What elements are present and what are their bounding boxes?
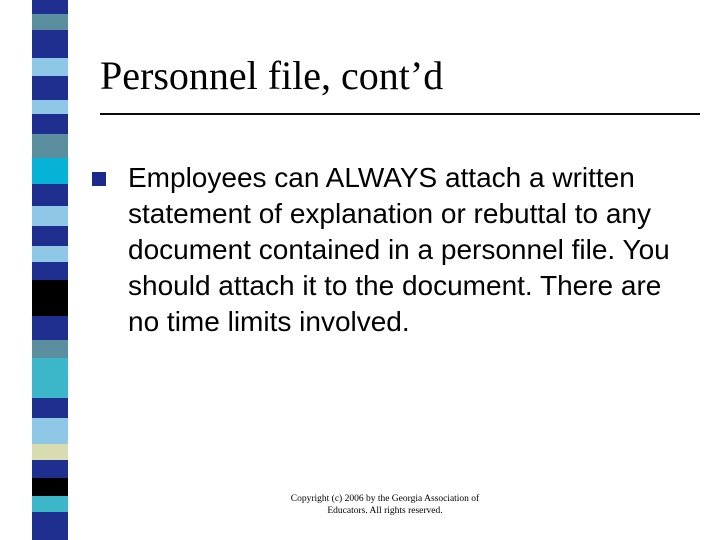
stripe-segment xyxy=(32,246,68,262)
stripe-segment xyxy=(32,100,68,114)
stripe-segment xyxy=(32,512,68,540)
stripe-segment xyxy=(32,0,68,14)
copyright-footer xyxy=(260,493,510,517)
decorative-stripe-bar xyxy=(32,0,68,540)
stripe-segment xyxy=(32,158,68,184)
stripe-segment xyxy=(32,398,68,418)
stripe-segment xyxy=(32,206,68,226)
stripe-segment xyxy=(32,58,68,76)
stripe-segment xyxy=(32,358,68,398)
stripe-segment xyxy=(32,418,68,444)
footer-line-2: Educators. All rights reserved. xyxy=(327,506,443,516)
stripe-segment xyxy=(32,184,68,206)
square-bullet-icon xyxy=(92,172,106,186)
stripe-segment xyxy=(32,460,68,478)
stripe-segment xyxy=(32,478,68,496)
stripe-segment xyxy=(32,134,68,158)
bullet-text: Employees can ALWAYS attach a written statement of explanation or rebuttal to any document contained in a personnel file. You should attach it to the document. There are no time limits involved. xyxy=(128,162,670,337)
stripe-segment xyxy=(32,280,68,316)
stripe-segment xyxy=(32,316,68,340)
stripe-segment xyxy=(32,114,68,134)
stripe-segment xyxy=(32,444,68,460)
bullet-item xyxy=(88,160,698,340)
slide-title: Personnel file, cont’d xyxy=(100,53,444,98)
stripe-segment xyxy=(32,76,68,100)
stripe-segment xyxy=(32,30,68,58)
bullet-list xyxy=(88,160,698,340)
stripe-segment xyxy=(32,262,68,280)
title-underline xyxy=(100,113,700,115)
footer-line-1: Copyright (c) 2006 by the Georgia Association of xyxy=(290,494,480,504)
stripe-segment xyxy=(32,14,68,30)
stripe-segment xyxy=(32,340,68,358)
stripe-segment xyxy=(32,226,68,246)
stripe-segment xyxy=(32,496,68,512)
